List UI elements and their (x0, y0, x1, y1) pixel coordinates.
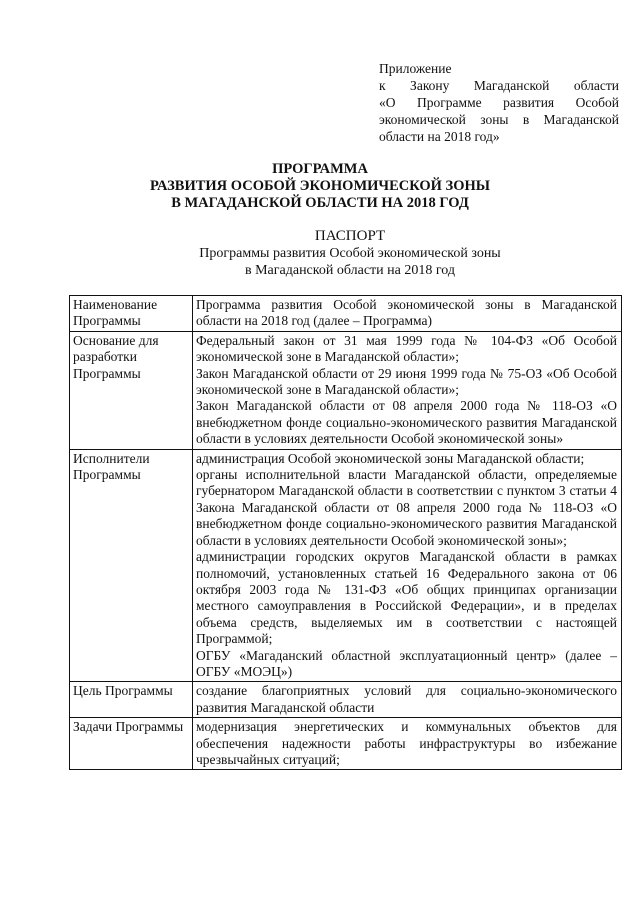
table-row (70, 682, 622, 718)
passport-table-body (70, 296, 622, 770)
passport-heading (0, 228, 640, 279)
row-paragraph: Федеральный закон от 31 мая 1999 года № 104-ФЗ «Об Особой экономической зоне в Магаданской области»; (196, 332, 617, 365)
row-paragraph: администрации городских округов Магаданской области в рамках полномочий, установленных статьей 16 Федерального закона от 06 октября 2003 года № 131-ФЗ «Об общих принципах организации местного самоуправления в Российской Федерации», и в пределах объема средств, выделяемых им в соответствии с настоящей Программой; (196, 549, 617, 647)
title-line: ПРОГРАММА (272, 161, 368, 177)
title-line: РАЗВИТИЯ ОСОБОЙ ЭКОНОМИЧЕСКОЙ ЗОНЫ (150, 178, 490, 194)
row-paragraph: Программа развития Особой экономической зоны в Магаданской области на 2018 год (далее – Программа) (196, 297, 617, 329)
row-paragraph: Закон Магаданской области от 08 апреля 2000 года № 118-ОЗ «О внебюджетном фонде социально-экономического развития Магаданской области в условиях деятельности Особой экономической зоны» (196, 398, 617, 447)
row-label: Основание для разработки Программы (70, 331, 193, 449)
title-line: В МАГАДАНСКОЙ ОБЛАСТИ НА 2018 ГОД (171, 195, 469, 211)
row-value (193, 331, 622, 449)
passport-subtitle: Программы развития Особой экономической зоны (199, 246, 501, 261)
row-value (193, 682, 622, 718)
appendix-line: Приложение (379, 61, 452, 76)
passport-table (69, 295, 622, 770)
row-paragraph: администрация Особой экономической зоны Магаданской области; (196, 450, 585, 466)
passport-title: ПАСПОРТ (314, 228, 386, 244)
table-row (70, 449, 622, 682)
table-row (70, 718, 622, 770)
row-value (193, 296, 622, 332)
program-title (0, 161, 640, 212)
row-paragraph: модернизация энергетических и коммунальных объектов для обеспечения надежности работы инфраструктуры во избежание чрезвычайных ситуаций; (196, 719, 617, 767)
row-value (193, 449, 622, 682)
row-label: Наименование Программы (70, 296, 193, 332)
row-paragraph: Закон Магаданской области от 29 июня 1999 года № 75-ОЗ «Об Особой экономической зоне в Магаданской области»; (196, 365, 617, 398)
row-label: Задачи Программы (70, 718, 193, 770)
appendix-line: «О Программе развития Особой экономической зоны в Магаданской области на 2018 год» (379, 95, 619, 144)
passport-subtitle: в Магаданской области на 2018 год (245, 263, 455, 278)
row-label: Цель Программы (70, 682, 193, 718)
row-paragraph: ОГБУ «Магаданский областной эксплуатационный центр» (далее – ОГБУ «МОЭЦ») (196, 647, 617, 679)
table-row (70, 331, 622, 449)
appendix-block (379, 60, 619, 145)
row-label: Исполнители Программы (70, 449, 193, 682)
row-paragraph: создание благоприятных условий для социально-экономического развития Магаданской области (196, 683, 617, 715)
row-value (193, 718, 622, 770)
appendix-line: к Закону Магаданской области (379, 78, 619, 93)
row-paragraph: органы исполнительной власти Магаданской области, определяемые губернатором Магаданской области в соответствии с пунктом 3 статьи 4 Закона Магаданской области от 08 апреля 2000 года № 118-ОЗ «О внебюджетном фонде социально-экономического развития Магаданской области в условиях деятельности Особой экономической зоны»; (196, 467, 617, 548)
table-row (70, 296, 622, 332)
